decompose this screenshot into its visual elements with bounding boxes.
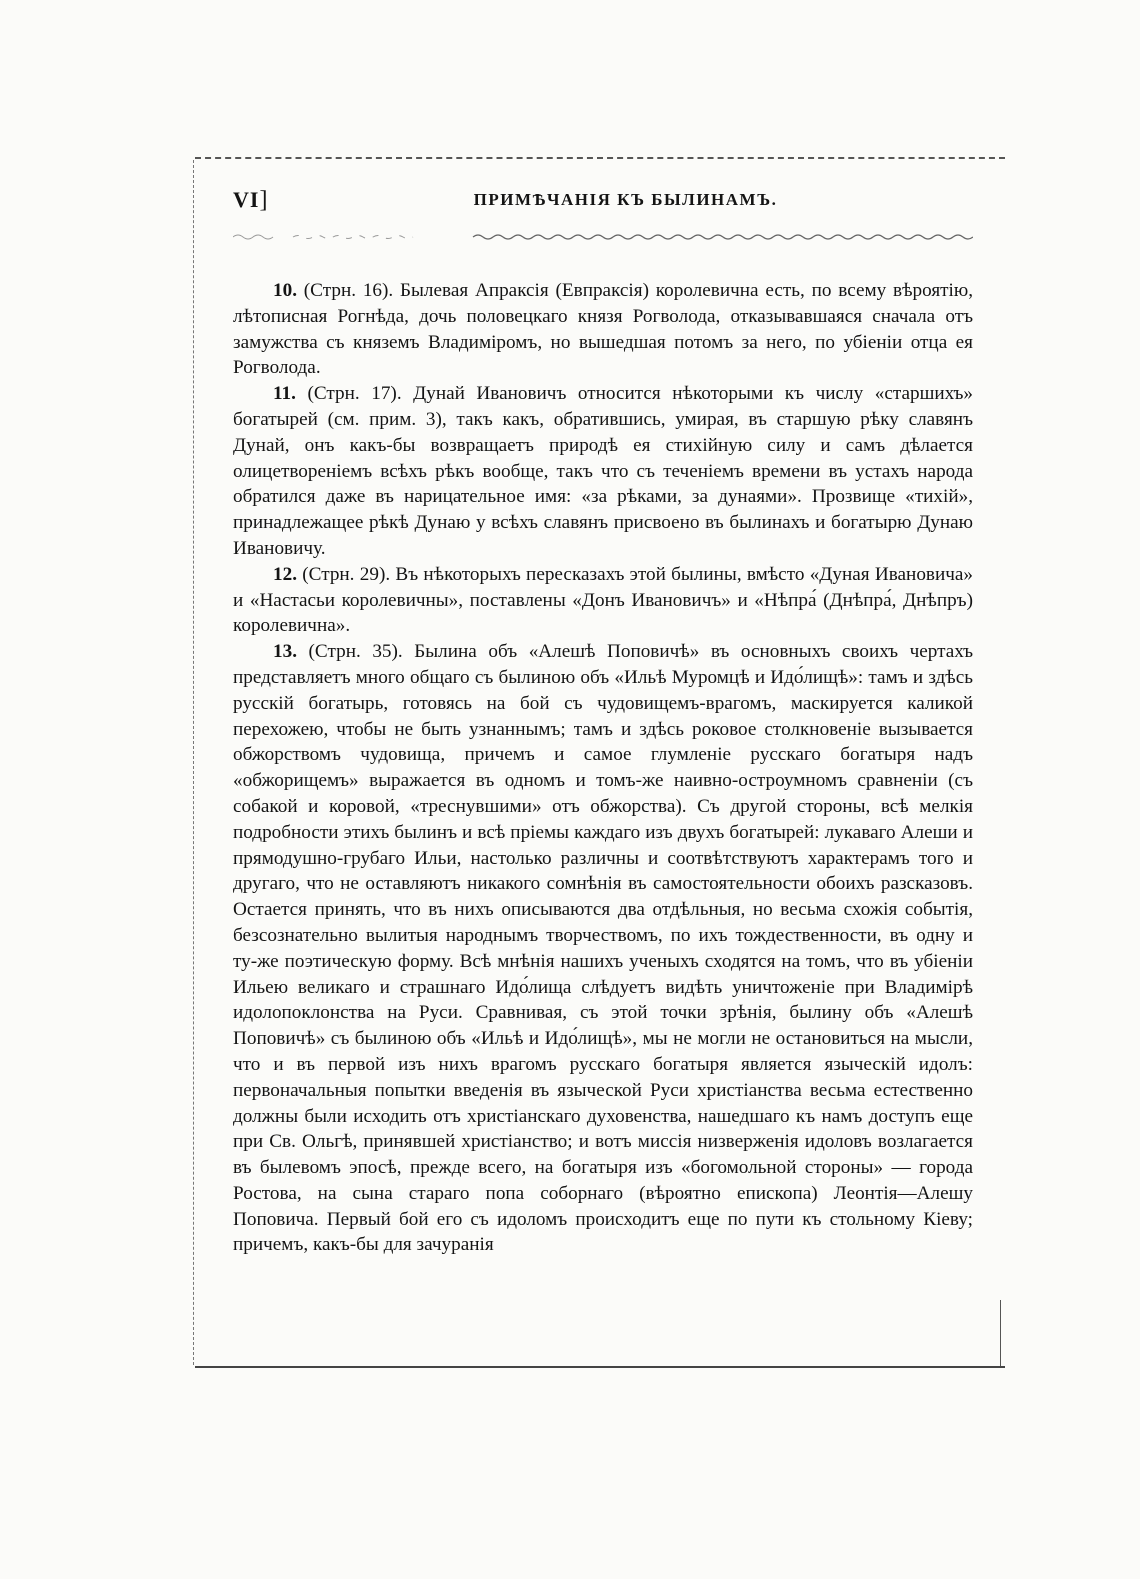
- note-11: [233, 381, 973, 562]
- note-13: [233, 639, 973, 1258]
- note-12: [233, 562, 973, 639]
- note-number: 10.: [273, 280, 297, 301]
- note-number: 13.: [273, 641, 297, 663]
- frame-top-rule: [195, 157, 1005, 159]
- page-number-bracket: ]: [259, 187, 269, 213]
- note-10: [233, 278, 973, 381]
- note-text: (Стрн. 17). Дунай Ивановичъ относится нѣкоторыми къ числу «старшихъ» богатырей (см. прим. 3), такъ какъ, обратившись, умирая, въ старшую рѣку славянъ Дунай, онъ какъ-бы возвращаетъ природѣ ея стихійную силу и самъ дѣлается олицетвореніемъ всѣхъ рѣкъ вообще, такъ что съ теченіемъ времени въ устахъ народа обратился даже въ нарицательное имя: «за рѣками, за дунаями». Прозвище «тихій», принадлежащее рѣкѣ Дунаю у всѣхъ славянъ присвоено въ былинахъ и богатырю Дунаю Ивановичу.: [233, 383, 973, 559]
- running-head: [233, 187, 978, 219]
- note-text: (Стрн. 16). Былевая Апраксія (Евпраксія) королевична есть, по всему вѣроятію, лѣтописная Рогнѣда, дочь половецкаго князя Рогволода, отказывавшаяся сначала отъ замужства съ княземъ Владиміромъ, но вышедшая потомъ за него, по убіеніи отца ея Рогволода.: [233, 280, 973, 379]
- note-text: (Стрн. 35). Былина объ «Алешѣ Поповичѣ» въ основныхъ своихъ чертахъ представляетъ много общаго съ былиною объ «Ильѣ Муромцѣ и Идо́лищѣ»: тамъ и здѣсь русскій богатырь, готовясь на бой съ чудовищемъ-врагомъ, маскируется каликой перехожею, чтобы не быть узнаннымъ; тамъ и здѣсь роковое столкновеніе вызывается обжорствомъ чудовища, причемъ и самое глумленіе русскаго богатыря надъ «обжорищемъ» выражается въ одномъ и томъ-же наивно-остроумномъ сравненіи (съ собакой и коровой, «треснувшими» отъ обжорства). Съ другой стороны, всѣ мелкія подробности этихъ былинъ и всѣ пріемы каждаго изъ двухъ богатырей: лукаваго Алеши и прямодушно-грубаго Ильи, настолько различны и соотвѣтствуютъ характерамъ того и другаго, что не оставляютъ никакого сомнѣнія въ самостоятельности обоихъ разсказовъ. Остается принять, что въ нихъ описываются два отдѣльныя, но весьма схожія событія, безсознательно вылитыя народнымъ творчествомъ, по ихъ тождественности, въ одну и ту-же поэтическую форму. Всѣ мнѣнія нашихъ ученыхъ сходятся на томъ, что въ убіеніи Ильею великаго и страшнаго Идо́лища слѣдуетъ видѣть уничтоженіе при Владимірѣ идолопоклонства на Руси. Сравнивая, съ этой точки зрѣнія, былину объ «Алешѣ Поповичѣ» съ былиною объ «Ильѣ и Идо́лищѣ», мы не могли не остановиться на мысли, что и въ первой изъ нихъ врагомъ русскаго богатыря является языческій идолъ: первоначальныя попытки введенія въ языческой Руси христіанства весьма естественно должны были исходить отъ христіанскаго духовенства, нашедшаго къ намъ доступъ еще при Св. Ольгѣ, принявшей христіанство; и вотъ миссія низверженія идоловъ возлагается въ былевомъ эпосѣ, прежде всего, на богатыря изъ «богомольной стороны» — города Ростова, на сына стараго попа соборнаго (вѣроятно епископа) Леонтія—Алешу Поповича. Первый бой его съ идоломъ происходитъ еще по пути къ стольному Кіеву; причемъ, какъ-бы для зачуранія: [233, 641, 974, 1256]
- note-number: 11.: [273, 383, 296, 405]
- notes-body: [233, 278, 973, 1258]
- wavy-rule: [233, 232, 973, 242]
- note-text: (Стрн. 29). Въ нѣкоторыхъ пересказахъ этой былины, вмѣсто «Дуная Ивановича» и «Настасьи королевичны», поставлены «Донъ Ивановичъ» и «Нѣпра́ (Днѣпра́, Днѣпръ) королевична».: [233, 563, 973, 637]
- running-title: ПРИМѢЧАНІЯ КЪ БЫЛИНАМЪ.: [473, 190, 778, 209]
- frame-left-rule: [193, 160, 194, 1365]
- page-number-value: VI: [233, 187, 260, 212]
- note-number: 12.: [273, 563, 297, 585]
- frame-right-rule: [1000, 1300, 1001, 1366]
- frame-bottom-rule: [195, 1366, 1005, 1368]
